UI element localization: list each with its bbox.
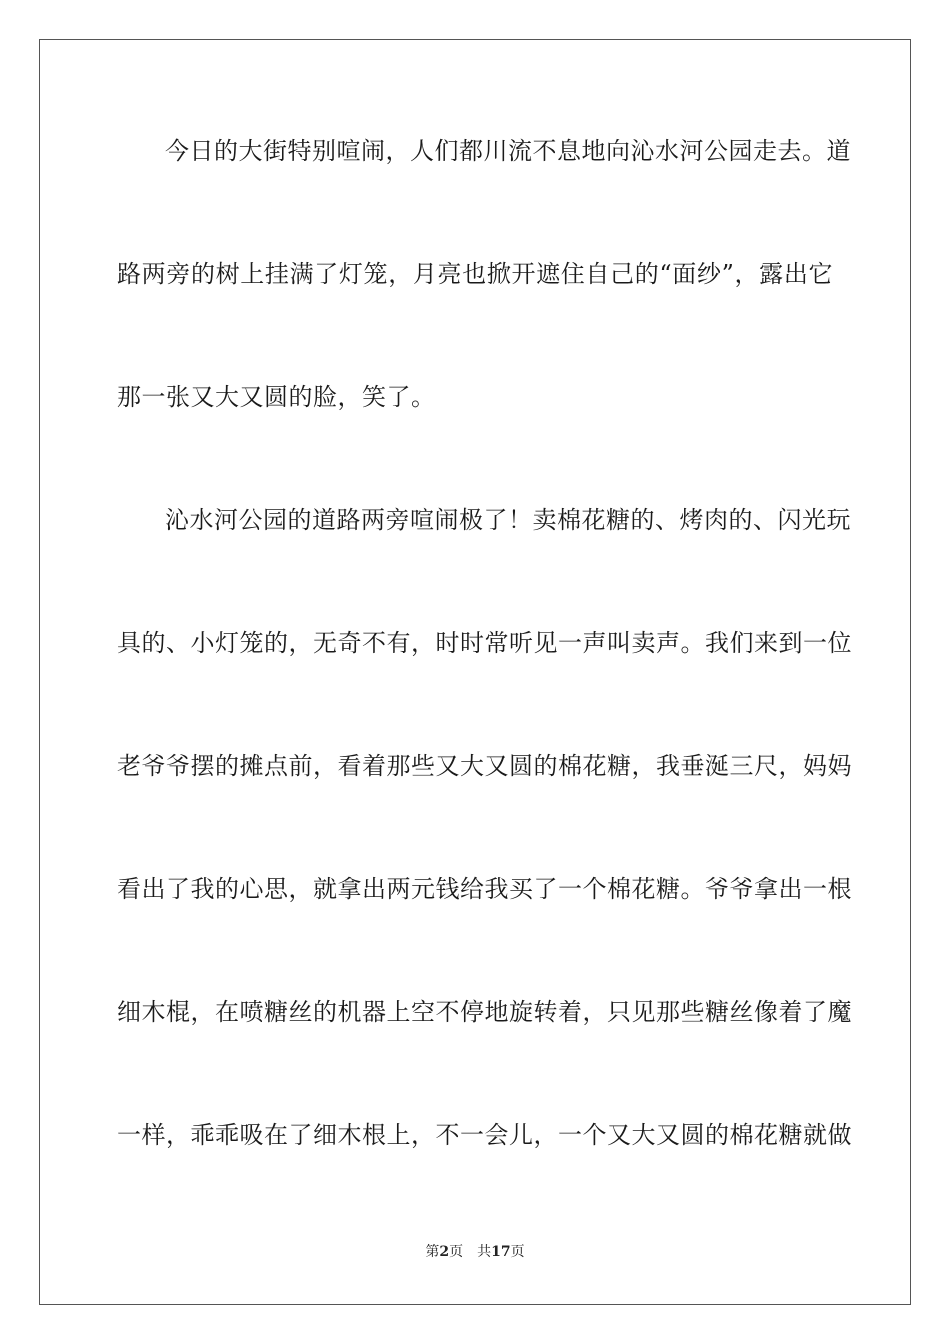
paragraph-2-line-5: 细木棍，在喷糖丝的机器上空不停地旋转着，只见那些糖丝像着了魔 [117,998,852,1026]
footer-total-prefix: 共 [477,1244,492,1260]
paragraph-2-line-2: 具的、小灯笼的，无奇不有，时时常听见一声叫卖声。我们来到一位 [117,629,852,657]
paragraph-1-line-3: 那一张又大又圆的脸，笑了。 [117,383,436,411]
paragraph-2-line-6: 一样，乖乖吸在了细木根上，不一会儿，一个又大又圆的棉花糖就做 [117,1121,852,1149]
footer-page-prefix: 第 [425,1244,440,1260]
paragraph-1-line-2: 路两旁的树上挂满了灯笼，月亮也掀开遮住自己的“面纱”，露出它 [117,260,833,288]
footer-total-suffix: 页 [510,1244,525,1260]
footer-page-suffix: 页 [449,1244,464,1260]
paragraph-2-line-1: 沁水河公园的道路两旁喧闹极了！卖棉花糖的、烤肉的、闪光玩 [165,506,851,534]
paragraph-1-line-1: 今日的大街特别喧闹，人们都川流不息地向沁水河公园走去。道 [165,137,851,165]
paragraph-2-line-4: 看出了我的心思，就拿出两元钱给我买了一个棉花糖。爷爷拿出一根 [117,875,852,903]
page-footer [0,1242,950,1262]
page-border [39,39,911,1305]
footer-page-number: 2 [439,1244,450,1260]
footer-total-number: 17 [491,1244,511,1260]
paragraph-2-line-3: 老爷爷摆的摊点前，看着那些又大又圆的棉花糖，我垂涎三尺，妈妈 [117,752,852,780]
